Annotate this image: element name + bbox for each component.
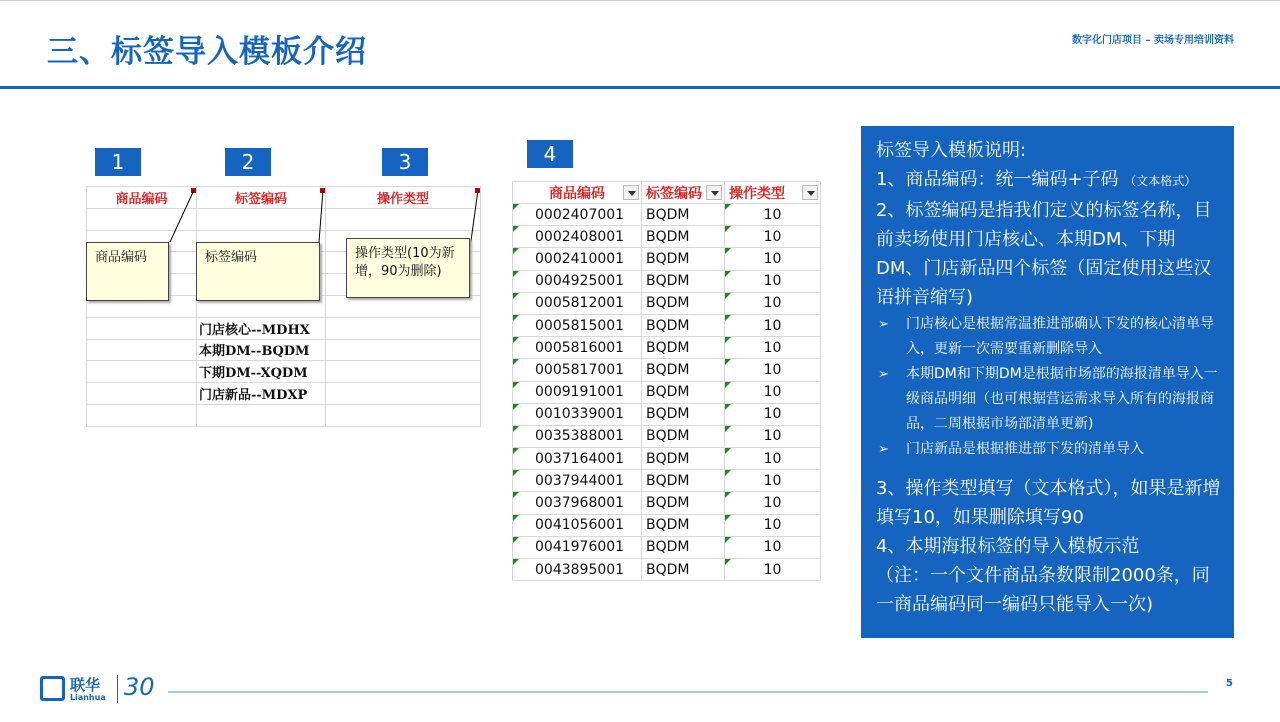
table-row [513, 204, 821, 226]
cell-op-type: 10 [763, 339, 782, 356]
tag-mdhx: 门店核心--MDHX [197, 317, 326, 339]
comment-tag-code: 标签编码 [196, 242, 320, 301]
filter-dropdown-icon[interactable] [706, 185, 722, 200]
cell-product-code: 0035388001 [535, 428, 625, 445]
page-title: 三、标签导入模板介绍 [47, 34, 367, 70]
table-row [513, 492, 821, 514]
instruction-1-text: 1、商品编码：统一编码+子码 [876, 169, 1119, 190]
cell-op-type: 10 [763, 361, 782, 378]
instruction-1-note: （文本格式） [1124, 174, 1197, 188]
cell-tag-code: BQDM [642, 270, 725, 292]
arrow-bullet-icon: ➢ [878, 317, 889, 332]
cell-op-type: 10 [763, 517, 782, 534]
table-row [513, 403, 821, 425]
table-row [513, 536, 821, 558]
instruction-3: 3、操作类型填写（文本格式），如果是新增填写10，如果删除填写90 [876, 478, 1221, 528]
cell-product-code: 0004925001 [535, 273, 625, 290]
cell-product-code: 0041056001 [535, 517, 625, 534]
arrow-bullet-icon: ➢ [878, 442, 889, 457]
logo-english: Lianhua [70, 693, 106, 702]
lianhua-mark-icon [40, 676, 65, 701]
cell-op-type: 10 [763, 406, 782, 423]
header-product-code: 商品编码 [549, 185, 605, 202]
cell-op-type: 10 [763, 317, 782, 334]
cell-tag-code: BQDM [642, 536, 725, 558]
anniversary-30-logo: 30 [124, 673, 155, 701]
cell-op-type: 10 [763, 472, 782, 489]
cell-op-type: 10 [763, 273, 782, 290]
badge-1: 1 [95, 148, 141, 176]
footer-divider [168, 691, 1208, 693]
template-sheet [86, 186, 480, 421]
table-row [513, 559, 821, 581]
logo-chinese: 联华 [70, 676, 101, 694]
table-row [513, 448, 821, 470]
badge-3: 3 [382, 148, 428, 176]
table-row [513, 248, 821, 270]
cell-product-code: 0005816001 [535, 339, 625, 356]
table-row [513, 337, 821, 359]
header-tag-code: 标签编码 [646, 185, 702, 202]
cell-product-code: 0037944001 [535, 472, 625, 489]
cell-tag-code: BQDM [642, 448, 725, 470]
table-row [513, 514, 821, 536]
header-op-type: 操作类型 [729, 185, 785, 202]
instruction-4-note: （注：一个文件商品条数限制2000条，同一商品编码同一编码只能导入一次) [876, 565, 1210, 615]
top-border [0, 0, 1280, 1]
cell-tag-code: BQDM [642, 559, 725, 581]
cell-product-code: 0002407001 [535, 206, 625, 223]
tag-bqdm: 本期DM--BQDM [197, 339, 326, 361]
cell-product-code: 0041976001 [535, 539, 625, 556]
cell-tag-code: BQDM [642, 337, 725, 359]
cell-op-type: 10 [763, 228, 782, 245]
arrow-bullet-icon: ➢ [878, 367, 889, 382]
cell-tag-code: BQDM [642, 204, 725, 226]
cell-tag-code: BQDM [642, 381, 725, 403]
cell-op-type: 10 [763, 384, 782, 401]
table-row [513, 425, 821, 447]
cell-tag-code: BQDM [642, 514, 725, 536]
cell-tag-code: BQDM [642, 226, 725, 248]
comment-op-type: 操作类型(10为新增，90为删除) [346, 238, 470, 298]
tag-mdxp: 门店新品--MDXP [197, 383, 326, 405]
filter-dropdown-icon[interactable] [623, 185, 639, 200]
page-number: 5 [1226, 678, 1233, 689]
cell-op-type: 10 [763, 561, 782, 578]
page-subtitle: 数字化门店项目 – 卖场专用培训资料 [1072, 35, 1234, 46]
cell-product-code: 0002410001 [535, 250, 625, 267]
tag-xqdm: 下期DM--XQDM [197, 361, 326, 383]
bullet-item [876, 312, 1222, 362]
cell-product-code: 0043895001 [535, 561, 625, 578]
header-cell [513, 182, 642, 204]
table-row [513, 359, 821, 381]
example-sheet [512, 181, 820, 581]
cell-product-code: 0005817001 [535, 361, 625, 378]
instruction-1 [876, 165, 1222, 196]
bullet-item [876, 437, 1222, 462]
cell-tag-code: BQDM [642, 470, 725, 492]
cell-product-code: 0005815001 [535, 317, 625, 334]
instruction-4: 4、本期海报标签的导入模板示范 [876, 536, 1140, 557]
badge-4: 4 [527, 140, 573, 168]
cell-tag-code: BQDM [642, 403, 725, 425]
cell-product-code: 0005812001 [535, 295, 625, 312]
bullet-item [876, 362, 1222, 437]
bullet-text: 本期DM和下期DM是根据市场部的海报清单导入一级商品明细（也可根据营运需求导入所有的海报商品，二周根据市场部清单更新) [906, 366, 1218, 432]
table-row [513, 270, 821, 292]
table-row [513, 314, 821, 336]
cell-product-code: 0037968001 [535, 495, 625, 512]
bullet-text: 门店核心是根据常温推进部确认下发的核心清单导入，更新一次需要重新删除导入 [906, 316, 1214, 357]
filter-dropdown-icon[interactable] [802, 185, 818, 200]
table-row [513, 381, 821, 403]
title-divider [0, 86, 1280, 89]
table-row [513, 292, 821, 314]
header-product-code: 商品编码 [87, 187, 197, 209]
cell-product-code: 0009191001 [535, 384, 625, 401]
cell-op-type: 10 [763, 539, 782, 556]
instructions-panel [861, 126, 1234, 638]
cell-op-type: 10 [763, 495, 782, 512]
logo-separator [117, 675, 118, 703]
bullet-text: 门店新品是根据推进部下发的清单导入 [906, 441, 1144, 457]
badge-2: 2 [225, 148, 271, 176]
cell-tag-code: BQDM [642, 314, 725, 336]
cell-op-type: 10 [763, 250, 782, 267]
comment-product-code: 商品编码 [86, 242, 169, 301]
cell-tag-code: BQDM [642, 359, 725, 381]
cell-tag-code: BQDM [642, 292, 725, 314]
table-row [513, 470, 821, 492]
cell-op-type: 10 [763, 295, 782, 312]
instruction-2: 2、标签编码是指我们定义的标签名称，目前卖场使用门店核心、本期DM、下期DM、门店新品四个标签（固定使用这些汉语拼音缩写) [876, 200, 1212, 308]
cell-op-type: 10 [763, 428, 782, 445]
cell-product-code: 0037164001 [535, 450, 625, 467]
cell-product-code: 0002408001 [535, 228, 625, 245]
cell-op-type: 10 [763, 206, 782, 223]
example-grid [512, 181, 821, 581]
header-op-type: 操作类型 [326, 187, 481, 209]
header-cell [725, 182, 821, 204]
header-tag-code: 标签编码 [197, 187, 326, 209]
table-row [513, 226, 821, 248]
cell-tag-code: BQDM [642, 492, 725, 514]
cell-tag-code: BQDM [642, 425, 725, 447]
cell-product-code: 0010339001 [535, 406, 625, 423]
header-cell [642, 182, 725, 204]
cell-tag-code: BQDM [642, 248, 725, 270]
instructions-heading: 标签导入模板说明: [876, 140, 1027, 161]
cell-op-type: 10 [763, 450, 782, 467]
